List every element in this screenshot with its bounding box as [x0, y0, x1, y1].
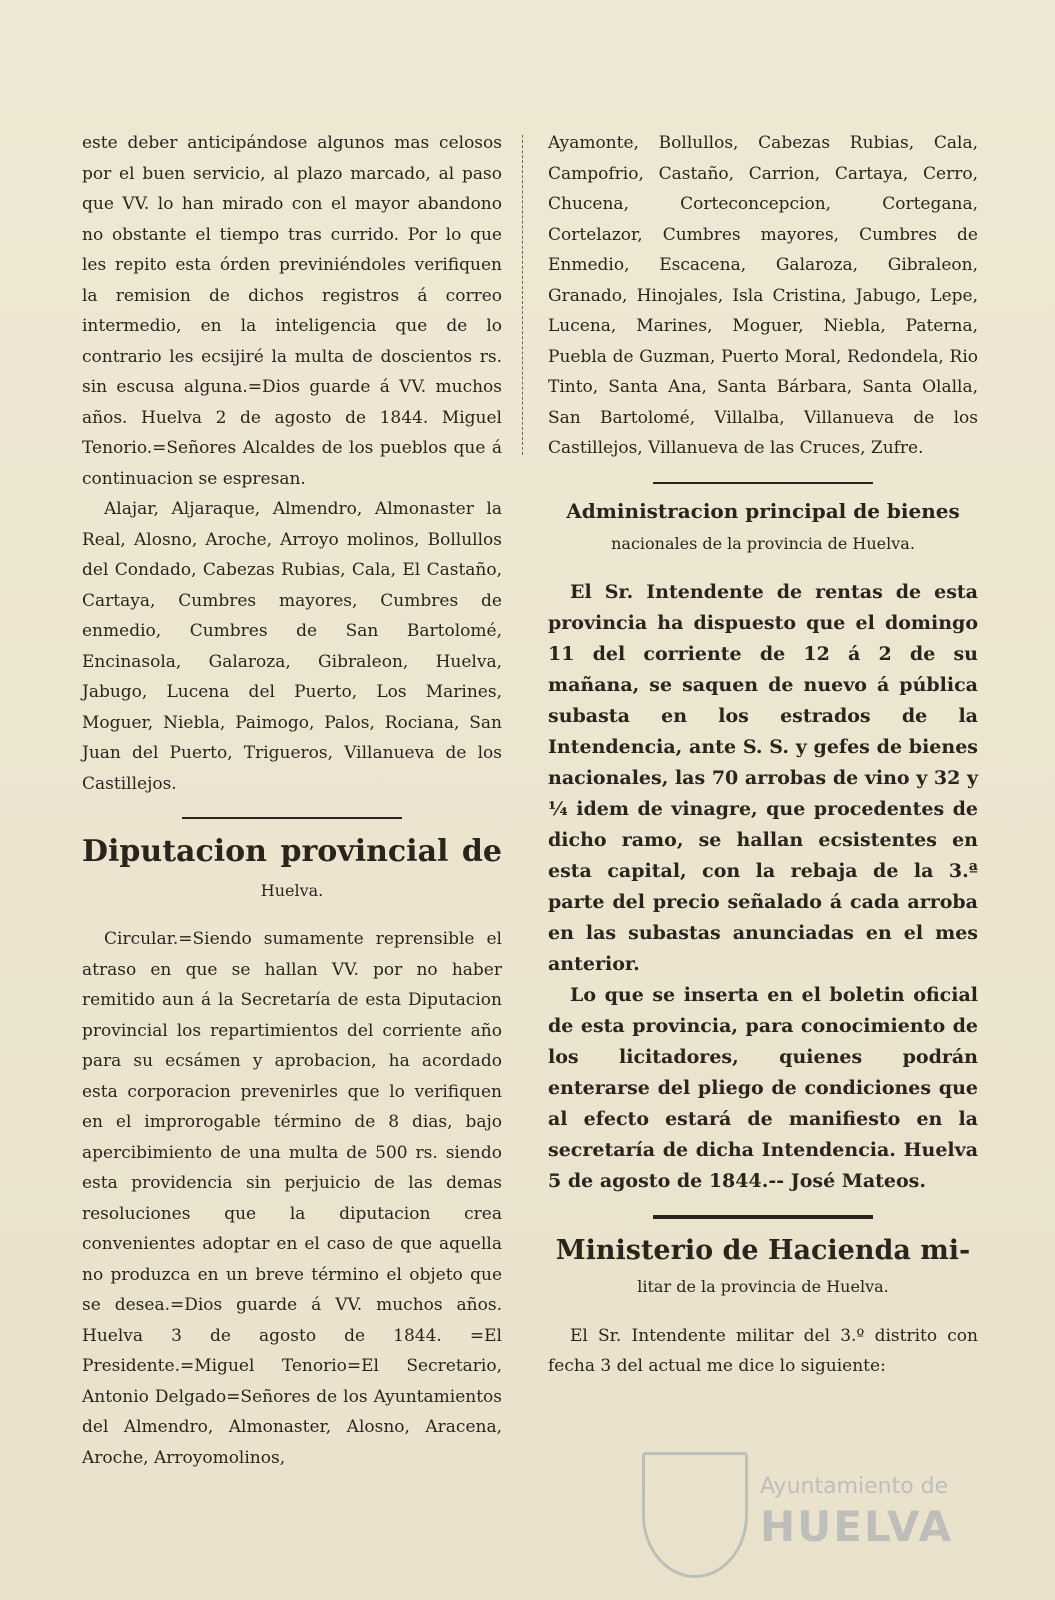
- paragraph: Lo que se inserta en el boletin oficial de esta provincia, para conocimiento de los licitadores, quienes podrán enterarse del pliego de condiciones que al efecto estará de manifiesto en la secretaría de dicha Intendencia. Huelva 5 de agosto de 1844.-- José Mateos.: [548, 984, 978, 1192]
- watermark-line2: HUELVA: [760, 1502, 954, 1551]
- section-title: Diputacion provincial de: [82, 834, 502, 869]
- section-subtitle: Huelva.: [260, 880, 324, 900]
- shield-icon: [642, 1452, 748, 1578]
- section-divider: [653, 482, 873, 484]
- section-divider: [182, 817, 402, 819]
- paragraph: El Sr. Intendente militar del 3.º distrito con fecha 3 del actual me dice lo siguiente:: [548, 1325, 978, 1377]
- right-column: [548, 128, 978, 1382]
- paragraph: El Sr. Intendente de rentas de esta provincia ha dispuesto que el domingo 11 del corriente de 12 á 2 de su mañana, se saquen de nuevo á pública subasta en los estrados de la Intendencia, ante S. S. y gefes de bienes nacionales, las 70 arrobas de vino y 32 y ¼ idem de vinagre, que procedentes de dicho ramo, se hallan ecsistentes en esta capital, con la rebaja de la 3.ª parte del precio señalado á cada arroba en las subastas anunciadas en el mes anterior.: [548, 581, 978, 975]
- paragraph: este deber anticipándose algunos mas celosos por el buen servicio, al plazo marcado, al paso que VV. lo han mirado con el mayor abandono no obstante el tiempo tras currido. Por lo que les repito esta órden previniéndoles verifiquen la remision de dichos registros á correo intermedio, en la inteligencia que de lo contrario les ecsijiré la multa de doscientos rs. sin escusa alguna.=Dios guarde á VV. muchos años. Huelva 2 de agosto de 1844. Miguel Tenorio.=Señores Alcaldes de los pueblos que á continuacion se espresan.: [82, 133, 502, 489]
- paragraph: Ayamonte, Bollullos, Cabezas Rubias, Cala, Campofrio, Castaño, Carrion, Cartaya, Cerro, Chucena, Corteconcepcion, Cortegana, Cortelazor, Cumbres mayores, Cumbres de Enmedio, Escacena, Galaroza, Gibraleon, Granado, Hinojales, Isla Cristina, Jabugo, Lepe, Lucena, Marines, Moguer, Niebla, Paterna, Puebla de Guzman, Puerto Moral, Redondela, Rio Tinto, Santa Ana, Santa Bárbara, Santa Olalla, San Bartolomé, Villalba, Villanueva de los Castillejos, Villanueva de las Cruces, Zufre.: [548, 133, 978, 458]
- watermark-stamp: [632, 1432, 972, 1582]
- column-separator: [522, 135, 523, 455]
- section-divider: [653, 1215, 873, 1219]
- section-subtitle: litar de la provincia de Huelva.: [637, 1277, 889, 1297]
- section-subtitle: nacionales de la provincia de Huelva.: [611, 533, 915, 553]
- section-title: Administracion principal de bienes: [566, 498, 960, 523]
- watermark-line1: Ayuntamiento de: [760, 1474, 949, 1499]
- section-title: Ministerio de Hacienda mi-: [555, 1235, 971, 1266]
- left-column: [82, 128, 502, 1473]
- paragraph: Circular.=Siendo sumamente reprensible el atraso en que se hallan VV. por no haber remitido aun á la Secretaría de esta Diputacion provincial los repartimientos del corriente año para su ecsámen y aprobacion, ha acordado esta corporacion prevenirles que lo verifiquen en el improrogable término de 8 dias, bajo apercibimiento de una multa de 500 rs. siendo esta providencia sin perjuicio de las demas resoluciones que la diputacion crea convenientes adoptar en el caso de que aquella no produzca en un breve término el objeto que se desea.=Dios guarde á VV. muchos años. Huelva 3 de agosto de 1844. =El Presidente.=Miguel Tenorio=El Secretario, Antonio Delgado=Señores de los Ayuntamientos del Almendro, Almonaster, Alosno, Aracena, Aroche, Arroyomolinos,: [82, 929, 502, 1468]
- paragraph: Alajar, Aljaraque, Almendro, Almonaster la Real, Alosno, Aroche, Arroyo molinos, Bollullos del Condado, Cabezas Rubias, Cala, El Castaño, Cartaya, Cumbres mayores, Cumbres de enmedio, Cumbres de San Bartolomé, Encinasola, Galaroza, Gibraleon, Huelva, Jabugo, Lucena del Puerto, Los Marines, Moguer, Niebla, Paimogo, Palos, Rociana, San Juan del Puerto, Trigueros, Villanueva de los Castillejos.: [82, 499, 502, 794]
